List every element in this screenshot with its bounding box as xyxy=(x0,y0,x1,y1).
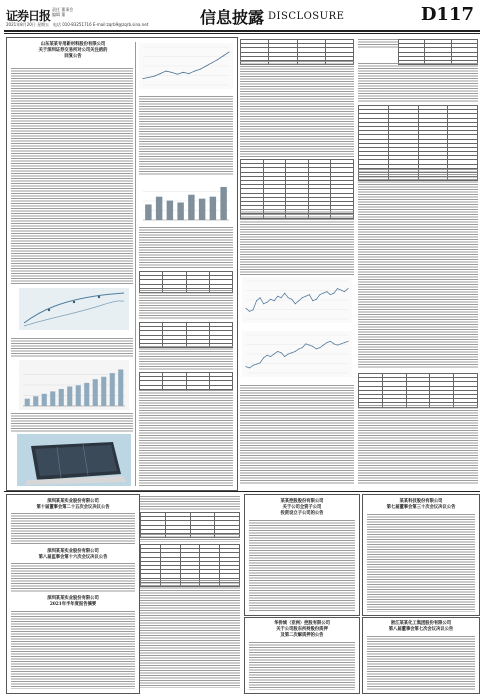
article-a1-photo xyxy=(17,434,131,486)
article-c2-body xyxy=(249,642,355,690)
bar-chart-a1 xyxy=(19,360,129,410)
bottom-column-b-cont xyxy=(140,494,240,692)
article-c1-title-1: 某某控股股份有限公司 xyxy=(280,499,324,504)
article-c1-title-3: 投资设立子公司的公告 xyxy=(280,511,324,516)
article-a1-body-6 xyxy=(139,290,233,320)
point-18 xyxy=(305,296,306,297)
point-9 xyxy=(274,354,275,355)
bar-5 xyxy=(188,195,194,220)
photo-svg xyxy=(17,434,131,486)
point-26 xyxy=(333,293,334,294)
point-15 xyxy=(223,55,224,56)
point-19 xyxy=(309,345,310,346)
article-d1-title-2: 第七届董事会第三十次会议决议公告 xyxy=(386,505,456,510)
article-a1-table-2 xyxy=(139,322,233,348)
article-a3-body-2 xyxy=(358,169,478,369)
point-28 xyxy=(340,343,341,344)
point-10 xyxy=(194,71,195,72)
bar-2 xyxy=(33,396,38,406)
point-1 xyxy=(246,366,247,367)
bar-11 xyxy=(110,373,115,406)
point-9 xyxy=(274,300,275,301)
article-c2-title-3: 及第二次解质押的公告 xyxy=(280,633,324,638)
bar-12 xyxy=(118,369,123,406)
article-a1-figure-2 xyxy=(19,360,129,410)
point-23 xyxy=(323,293,324,294)
point-6 xyxy=(171,72,172,73)
point-25 xyxy=(330,294,331,295)
point-5 xyxy=(260,297,261,298)
bar-3 xyxy=(42,394,47,406)
point-6 xyxy=(263,357,264,358)
article-c1-body xyxy=(249,520,355,612)
article-b2-title xyxy=(11,549,135,561)
point-8 xyxy=(270,299,271,300)
article-d2-body xyxy=(367,636,475,690)
article-a1-title-3: 回复公告 xyxy=(64,54,82,59)
point-2 xyxy=(249,311,250,312)
point-4 xyxy=(160,73,161,74)
point-2 xyxy=(148,77,149,78)
section-divider xyxy=(4,491,480,492)
bar-2 xyxy=(156,197,162,220)
article-a2-chart-2 xyxy=(242,331,352,377)
point-17 xyxy=(302,297,303,298)
point-22 xyxy=(319,347,320,348)
article-a1 xyxy=(6,37,238,491)
bottom-column-b xyxy=(6,494,140,694)
edition-line-1: 责任 董事会 xyxy=(52,7,74,12)
article-a1-title-2: 关于深圳证券交易所对公司关注函的 xyxy=(38,48,108,53)
point-4 xyxy=(256,300,257,301)
article-b2-title-1: 深圳某某实业股份有限公司 xyxy=(47,549,99,554)
article-d1-title-1: 某某科技股份有限公司 xyxy=(399,499,443,504)
article-a3-body-3 xyxy=(358,405,478,485)
point-23 xyxy=(323,345,324,346)
page-number: D117 xyxy=(420,4,474,25)
date-line: 2021年8月20日 星期五 xyxy=(6,22,50,27)
article-a1-body-2 xyxy=(11,338,133,358)
article-c2 xyxy=(244,617,360,694)
point-3 xyxy=(253,309,254,310)
b-cont-body-1 xyxy=(140,496,240,510)
point-13 xyxy=(288,297,289,298)
bar-10 xyxy=(101,377,106,406)
point-29 xyxy=(344,342,345,343)
point-16 xyxy=(298,300,299,301)
article-d2 xyxy=(362,617,480,694)
article-b3-body xyxy=(11,611,135,689)
article-d2-title-2: 第八届董事会第七次会议决议公告 xyxy=(388,627,454,632)
point-8 xyxy=(270,356,271,357)
point-7 xyxy=(267,355,268,356)
masthead-logo: 证券日报 xyxy=(6,9,51,23)
point-16 xyxy=(229,52,230,53)
point-18 xyxy=(305,343,306,344)
article-a1-body-8 xyxy=(139,390,233,486)
point-12 xyxy=(284,293,285,294)
article-b2-body xyxy=(11,563,135,593)
a1-column-rule xyxy=(135,42,136,486)
point-29 xyxy=(344,291,345,292)
bar-7 xyxy=(210,197,216,220)
point-30 xyxy=(348,341,349,342)
figure-1-svg xyxy=(19,288,129,330)
article-a1-chart-bar2 xyxy=(139,178,233,224)
article-c1-title-2: 关于公司全资子公司 xyxy=(282,505,322,510)
section-title: 信息披露 xyxy=(200,8,265,27)
point-17 xyxy=(302,347,303,348)
point-12 xyxy=(206,66,207,67)
article-c2-title-1: 华侨城（亚洲）控股有限公司 xyxy=(274,621,330,626)
point-8 xyxy=(183,72,184,73)
line-chart-a2-1 xyxy=(242,277,352,323)
point-12 xyxy=(284,356,285,357)
article-d1 xyxy=(362,494,480,616)
article-a2-body-1 xyxy=(240,61,354,157)
point-15 xyxy=(295,303,296,304)
point-10 xyxy=(277,351,278,352)
point-5 xyxy=(260,362,261,363)
point-13 xyxy=(211,62,212,63)
point-22 xyxy=(319,294,320,295)
article-d2-title xyxy=(367,621,475,633)
point-20 xyxy=(312,346,313,347)
article-a2-body-3 xyxy=(240,385,354,485)
bar-5 xyxy=(59,389,64,406)
bar-1 xyxy=(145,204,151,220)
point-9 xyxy=(188,73,189,74)
bar-1 xyxy=(25,399,30,406)
point-6 xyxy=(263,303,264,304)
article-c2-title-2: 关于公司股东所持股份质押 xyxy=(276,627,328,632)
point-14 xyxy=(217,59,218,60)
contact-line: 电话 010-83251716 E-mail:zqrb9@zqrb.sina.net xyxy=(52,22,149,27)
point-25 xyxy=(330,341,331,342)
article-a2 xyxy=(240,37,354,489)
article-a3 xyxy=(358,37,478,489)
article-d1-body xyxy=(367,514,475,612)
bar-3 xyxy=(167,201,173,220)
article-a1-body-7 xyxy=(139,346,233,370)
bar-chart-a1-b xyxy=(139,178,233,224)
point-13 xyxy=(288,354,289,355)
point-3 xyxy=(154,76,155,77)
b-cont-body-3 xyxy=(140,580,240,688)
line-chart-a1 xyxy=(139,43,233,89)
article-a1-title-1: 山东某某专用新材料股份有限公司 xyxy=(40,42,106,47)
point-2 xyxy=(249,367,250,368)
point-3 xyxy=(253,365,254,366)
point-14 xyxy=(291,299,292,300)
bar-4 xyxy=(50,391,55,406)
point-26 xyxy=(333,343,334,344)
point-27 xyxy=(337,345,338,346)
bar-6 xyxy=(67,387,72,406)
edition-info xyxy=(52,7,73,17)
b-cont-body-2 xyxy=(140,534,240,542)
point-20 xyxy=(312,300,313,301)
article-b1-title-2: 第十届董事会第二十五次会议决议公告 xyxy=(36,505,110,510)
article-a1-figure-1 xyxy=(19,288,129,330)
point-7 xyxy=(267,302,268,303)
bar-6 xyxy=(199,199,205,220)
article-b2-title-2: 第八届监事会第十六次会议决议公告 xyxy=(38,555,108,560)
point-28 xyxy=(340,290,341,291)
article-b3-title-2: 2021年半年度报告摘要 xyxy=(49,602,97,607)
article-a3-table-1 xyxy=(398,39,478,65)
point-11 xyxy=(281,297,282,298)
point-24 xyxy=(326,342,327,343)
article-b3-title xyxy=(11,596,135,608)
point-27 xyxy=(337,288,338,289)
article-c1-title xyxy=(249,499,355,517)
bar-8 xyxy=(220,187,226,220)
point-1 xyxy=(143,78,144,79)
article-d2-title-1: 浙江某某化工集团股份有限公司 xyxy=(390,621,452,626)
point-10 xyxy=(277,296,278,297)
article-a3-body-1 xyxy=(358,63,478,103)
edition-line-2: 编辑 董 xyxy=(52,12,66,17)
article-a3-body-0 xyxy=(358,39,398,49)
bar-4 xyxy=(177,203,183,220)
article-c2-title xyxy=(249,621,355,639)
bar-9 xyxy=(93,379,98,406)
point-15 xyxy=(295,351,296,352)
bar-7 xyxy=(76,385,81,406)
point-24 xyxy=(326,291,327,292)
point-4 xyxy=(256,364,257,365)
point-21 xyxy=(316,348,317,349)
point-1 xyxy=(246,308,247,309)
point-30 xyxy=(348,288,349,289)
article-a1-body-3 xyxy=(11,413,133,433)
header-rule-thin xyxy=(4,33,480,34)
point-16 xyxy=(298,348,299,349)
point-11 xyxy=(281,352,282,353)
section-subtitle: DISCLOSURE xyxy=(268,11,345,22)
date-contact-line xyxy=(6,22,148,28)
article-a1-title xyxy=(13,42,133,60)
article-b1-title-1: 深圳某某实业股份有限公司 xyxy=(47,499,99,504)
article-b1-title xyxy=(11,499,135,511)
point-19 xyxy=(309,294,310,295)
article-a1-body-4 xyxy=(139,96,233,176)
line-chart-a2-2 xyxy=(242,331,352,377)
point-5 xyxy=(165,71,166,72)
article-a1-table-3 xyxy=(139,372,233,390)
article-a1-body-5 xyxy=(139,227,233,269)
article-a2-chart-1 xyxy=(242,277,352,323)
header-rule xyxy=(4,30,480,32)
article-b3-title-1: 深圳某某实业股份有限公司 xyxy=(47,596,99,601)
article-a2-body-2 xyxy=(240,209,354,275)
article-a1-chart-line xyxy=(139,43,233,89)
article-c1 xyxy=(244,494,360,616)
point-21 xyxy=(316,299,317,300)
article-a3-table-3 xyxy=(358,373,478,408)
article-a1-body-1 xyxy=(11,68,133,284)
article-b1-body xyxy=(11,513,135,545)
point-11 xyxy=(200,69,201,70)
point-14 xyxy=(291,352,292,353)
article-d1-title xyxy=(367,499,475,511)
point-7 xyxy=(177,74,178,75)
bar-8 xyxy=(84,383,89,406)
